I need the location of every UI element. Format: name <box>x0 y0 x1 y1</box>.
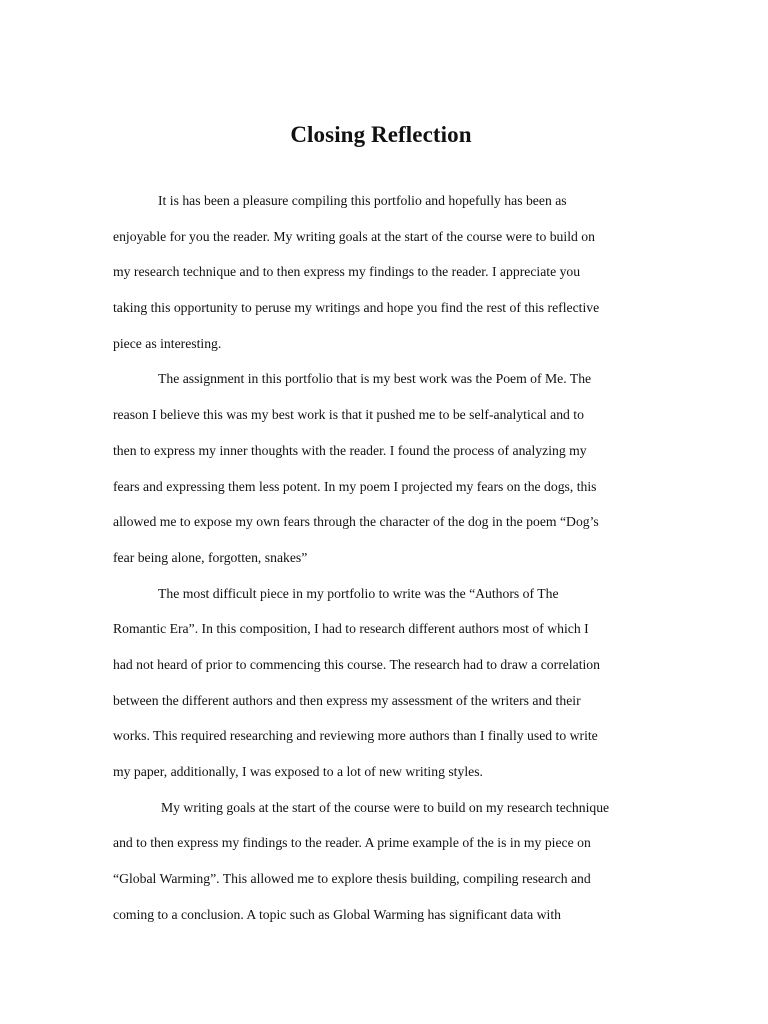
page-title: Closing Reflection <box>290 122 472 147</box>
text-line: then to express my inner thoughts with the reader. I found the process of analyzing my <box>113 442 587 458</box>
text-line: It is has been a pleasure compiling this portfolio and hopefully has been as <box>158 193 567 208</box>
text-line: The assignment in this portfolio that is my best work was the Poem of Me. The <box>158 371 592 387</box>
text-line: allowed me to expose my own fears through the character of the dog in the poem “Dog’s <box>113 514 599 530</box>
text-line: My writing goals at the start of the course were to build on my research technique <box>161 799 610 815</box>
text-line: “Global Warming”. This allowed me to explore thesis building, compiling research and <box>113 871 591 887</box>
text-line: and to then express my findings to the reader. A prime example of the is in my piece on <box>113 835 591 851</box>
text-line: works. This required researching and reviewing more authors than I finally used to write <box>113 728 598 744</box>
text-line: reason I believe this was my best work is that it pushed me to be self-analytical and to <box>113 407 584 423</box>
text-line: between the different authors and then express my assessment of the writers and their <box>113 692 581 708</box>
text-line: Romantic Era”. In this composition, I had to research different authors most of which I <box>113 621 589 637</box>
text-line: had not heard of prior to commencing this course. The research had to draw a correlation <box>113 656 600 672</box>
text-line: enjoyable for you the reader. My writing goals at the start of the course were to build on <box>113 228 595 244</box>
text-line: fears and expressing them less potent. In my poem I projected my fears on the dogs, this <box>113 478 597 494</box>
text-line: my research technique and to then express my findings to the reader. I appreciate you <box>113 264 581 280</box>
text-line: fear being alone, forgotten, snakes” <box>113 549 308 565</box>
text-line: The most difficult piece in my portfolio to write was the “Authors of The <box>158 585 559 601</box>
document-body <box>113 183 653 932</box>
text-line: taking this opportunity to peruse my writings and hope you find the rest of this reflective <box>113 300 600 316</box>
text-line: my paper, additionally, I was exposed to a lot of new writing styles. <box>113 764 483 779</box>
text-line: coming to a conclusion. A topic such as Global Warming has significant data with <box>113 906 561 922</box>
text-line: piece as interesting. <box>113 335 222 351</box>
